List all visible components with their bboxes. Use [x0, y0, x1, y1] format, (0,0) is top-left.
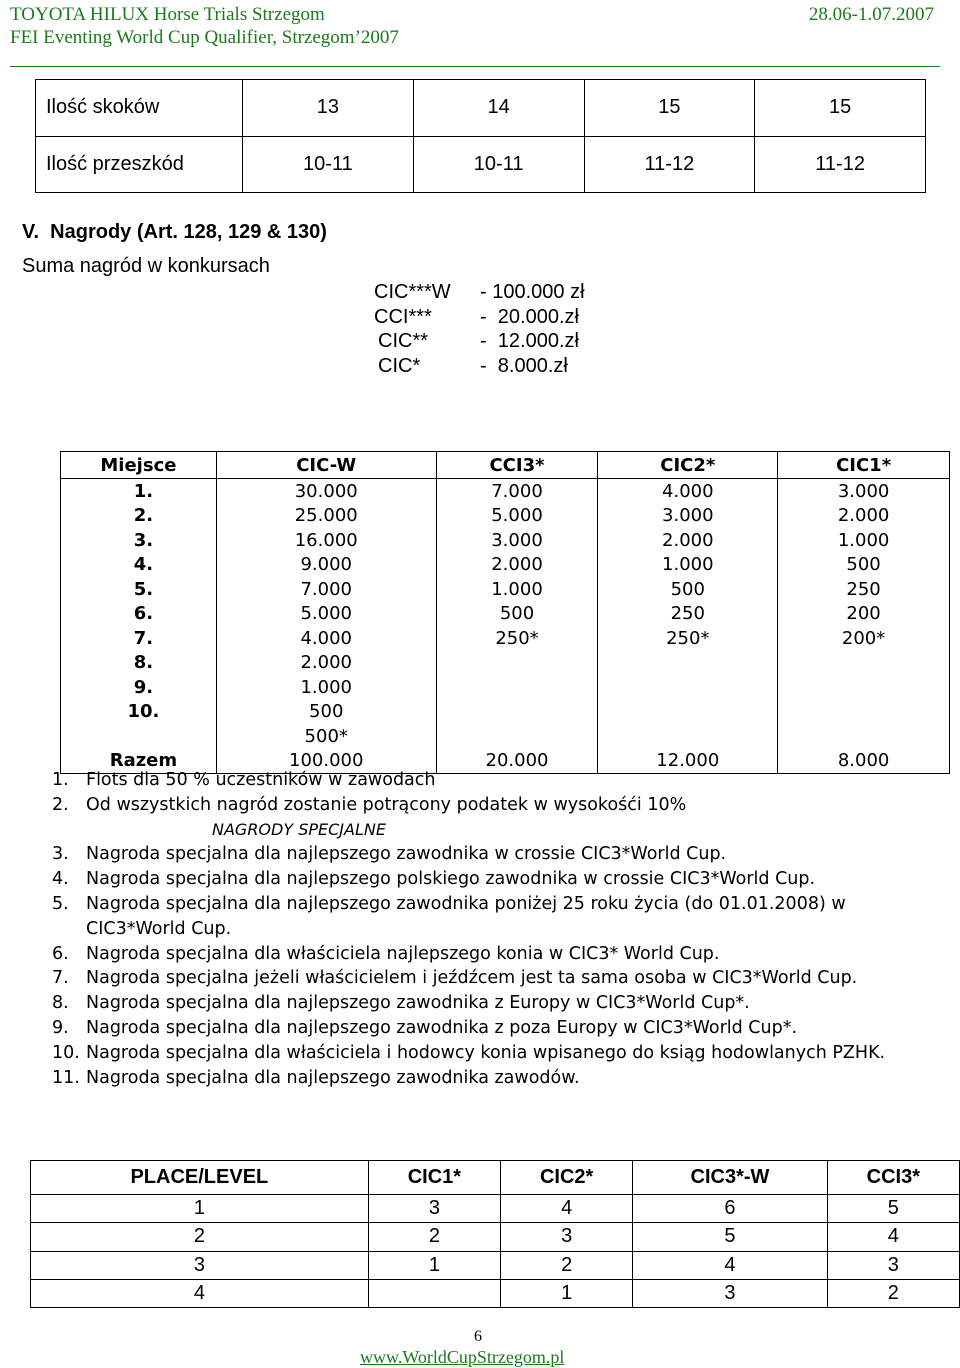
- table-cell: 6: [633, 1195, 827, 1223]
- header-title: TOYOTA HILUX Horse Trials Strzegom: [10, 4, 325, 25]
- table-cell: 500: [778, 553, 950, 578]
- prize-amount: - 20.000.zł: [480, 306, 579, 328]
- table-cell: 15: [755, 80, 926, 137]
- prize-class: CIC*: [378, 355, 421, 377]
- table-cell: 11-12: [584, 136, 755, 193]
- list-item: [52, 1041, 932, 1066]
- table-row: [31, 1223, 960, 1251]
- table-cell: 500: [598, 577, 778, 602]
- row-label: Ilość przeszkód: [36, 136, 243, 193]
- table-cell: 13: [243, 80, 414, 137]
- table-row: [61, 504, 950, 529]
- table-cell: 16.000: [216, 528, 436, 553]
- item-number: 3.: [52, 844, 69, 865]
- table-row: [61, 700, 950, 725]
- prize-table: [60, 451, 950, 774]
- table-cell: 4: [501, 1195, 633, 1223]
- item-number: 2.: [52, 794, 69, 815]
- table-cell: Razem: [61, 749, 217, 774]
- list-item: [52, 892, 932, 942]
- section-title: V. Nagrody (Art. 128, 129 & 130): [22, 221, 327, 243]
- item-text: Nagroda specjalna dla najlepszego zawodnika z Europy w CIC3*World Cup*.: [86, 993, 750, 1014]
- item-text: Nagroda specjalna dla właściciela najlepszego konia w CIC3* World Cup.: [86, 943, 720, 964]
- item-number: 7.: [52, 968, 69, 989]
- table-cell: 9.: [61, 675, 217, 700]
- table-row: [61, 577, 950, 602]
- header-subtitle: FEI Eventing World Cup Qualifier, Strzegom’2007: [10, 27, 399, 48]
- table-cell: 4.: [61, 553, 217, 578]
- table-cell: 8.000: [778, 749, 950, 774]
- table-cell: 250*: [436, 626, 598, 651]
- table-cell: 5.000: [216, 602, 436, 627]
- item-number: 6.: [52, 943, 69, 964]
- item-text: Nagroda specjalna dla najlepszego zawodnika zawodów.: [86, 1067, 580, 1088]
- table-cell: 11-12: [755, 136, 926, 193]
- list-item: [52, 842, 932, 867]
- column-header: PLACE/LEVEL: [31, 1161, 369, 1195]
- table-cell: 2.: [61, 504, 217, 529]
- item-text: Nagroda specjalna dla właściciela i hodowcy konia wpisanego do ksiąg hodowlanych PZHK.: [86, 1042, 886, 1063]
- table-cell: 1.: [61, 479, 217, 504]
- list-item: [52, 966, 932, 991]
- table-cell: 14: [413, 80, 584, 137]
- table-cell: 3: [368, 1195, 500, 1223]
- column-header: CCI3*: [436, 452, 598, 479]
- table-cell: 10.: [61, 700, 217, 725]
- item-number: 9.: [52, 1017, 69, 1038]
- table-cell: 1: [501, 1279, 633, 1307]
- item-text: Od wszystkich nagród zostanie potrącony podatek w wysokośći 10%: [86, 794, 687, 815]
- table-row: [31, 1251, 960, 1279]
- table-cell: [778, 700, 950, 725]
- table-cell: 10-11: [243, 136, 414, 193]
- item-text: Nagroda specjalna dla najlepszego polskiego zawodnika w crossie CIC3*World Cup.: [86, 869, 816, 890]
- table-row: [36, 136, 926, 193]
- item-text: Nagroda specjalna jeżeli właścicielem i jeźdźcem jest ta sama osoba w CIC3*World Cup.: [86, 968, 858, 989]
- table-cell: 1: [368, 1251, 500, 1279]
- jumps-table: [35, 79, 926, 193]
- table-cell: 2: [31, 1223, 369, 1251]
- table-row: [61, 626, 950, 651]
- table-cell: 1.000: [598, 553, 778, 578]
- table-row: [61, 479, 950, 504]
- column-header: CCI3*: [827, 1161, 959, 1195]
- prize-class: CIC***W: [374, 281, 451, 303]
- table-cell: 5.: [61, 577, 217, 602]
- table-row: [61, 724, 950, 749]
- table-cell: [598, 724, 778, 749]
- table-cell: [778, 675, 950, 700]
- table-cell: 250: [778, 577, 950, 602]
- prize-amount: - 8.000.zł: [480, 355, 568, 377]
- table-cell: [436, 724, 598, 749]
- table-row: [61, 528, 950, 553]
- list-item: [52, 991, 932, 1016]
- table-cell: 4: [633, 1251, 827, 1279]
- item-text: Nagroda specjalna dla najlepszego zawodnika poniżej 25 roku życia (do 01.01.2008) w CIC3*World Cup.: [86, 893, 846, 939]
- table-cell: 250*: [598, 626, 778, 651]
- item-text: Flots dla 50 % uczestników w zawodach: [86, 770, 436, 790]
- column-header: CIC1*: [368, 1161, 500, 1195]
- table-header-row: [31, 1161, 960, 1195]
- prize-class: CIC**: [378, 330, 429, 352]
- item-text: Nagroda specjalna dla najlepszego zawodnika z poza Europy w CIC3*World Cup*.: [86, 1017, 798, 1038]
- table-cell: 9.000: [216, 553, 436, 578]
- table-cell: [436, 651, 598, 676]
- table-cell: 500: [216, 700, 436, 725]
- table-cell: 25.000: [216, 504, 436, 529]
- table-cell: 2: [368, 1223, 500, 1251]
- table-row: [61, 602, 950, 627]
- row-label: Ilość skoków: [36, 80, 243, 137]
- table-cell: 2.000: [216, 651, 436, 676]
- table-cell: 2: [501, 1251, 633, 1279]
- table-cell: 6.: [61, 602, 217, 627]
- table-cell: 3: [827, 1251, 959, 1279]
- list-item: [52, 867, 932, 892]
- table-cell: [598, 675, 778, 700]
- table-cell: 1.000: [778, 528, 950, 553]
- table-cell: 10-11: [413, 136, 584, 193]
- column-header: CIC2*: [598, 452, 778, 479]
- table-cell: 100.000: [216, 749, 436, 774]
- table-cell: 3.: [61, 528, 217, 553]
- table-cell: 1.000: [436, 577, 598, 602]
- column-header: CIC-W: [216, 452, 436, 479]
- table-cell: 3.000: [436, 528, 598, 553]
- header-divider: [10, 66, 940, 67]
- table-cell: 200*: [778, 626, 950, 651]
- table-cell: 3: [501, 1223, 633, 1251]
- table-cell: [778, 651, 950, 676]
- table-cell: [436, 700, 598, 725]
- list-item: [52, 942, 932, 967]
- column-header: CIC2*: [501, 1161, 633, 1195]
- table-cell: [61, 724, 217, 749]
- table-cell: 500: [436, 602, 598, 627]
- item-number: 10.: [52, 1042, 80, 1063]
- table-cell: 3: [31, 1251, 369, 1279]
- table-cell: 7.000: [216, 577, 436, 602]
- table-cell: [778, 724, 950, 749]
- list-item: [52, 1066, 932, 1091]
- table-row: [61, 675, 950, 700]
- table-cell: 7.000: [436, 479, 598, 504]
- table-header-row: [61, 452, 950, 479]
- table-cell: [598, 651, 778, 676]
- notes-list: [52, 768, 932, 1090]
- table-cell: 200: [778, 602, 950, 627]
- table-cell: 4: [31, 1279, 369, 1307]
- table-cell: 2.000: [598, 528, 778, 553]
- item-number: 4.: [52, 869, 69, 890]
- table-cell: 1.000: [216, 675, 436, 700]
- item-number: 1.: [52, 770, 69, 790]
- table-cell: [436, 675, 598, 700]
- header-dates: 28.06-1.07.2007: [808, 4, 934, 25]
- table-cell: [368, 1279, 500, 1307]
- special-prizes-heading: NAGRODY SPECJALNE: [212, 819, 386, 839]
- table-cell: 5: [633, 1223, 827, 1251]
- item-number: 8.: [52, 993, 69, 1014]
- column-header: CIC3*-W: [633, 1161, 827, 1195]
- table-row: [31, 1279, 960, 1307]
- table-cell: 3.000: [598, 504, 778, 529]
- table-cell: 5: [827, 1195, 959, 1223]
- table-cell: 1: [31, 1195, 369, 1223]
- table-row: [61, 651, 950, 676]
- table-cell: [598, 700, 778, 725]
- table-row: [31, 1195, 960, 1223]
- table-row: [61, 553, 950, 578]
- table-cell: 4.000: [216, 626, 436, 651]
- list-item: [52, 1016, 932, 1041]
- item-text: Nagroda specjalna dla najlepszego zawodnika w crossie CIC3*World Cup.: [86, 844, 727, 865]
- table-cell: 30.000: [216, 479, 436, 504]
- list-item: [52, 768, 932, 793]
- prize-amount: - 12.000.zł: [480, 330, 579, 352]
- table-cell: 2.000: [778, 504, 950, 529]
- list-item: [52, 793, 932, 818]
- table-cell: 15: [584, 80, 755, 137]
- section-subtitle: Suma nagród w konkursach: [22, 255, 270, 277]
- table-row: [36, 80, 926, 137]
- prize-class: CCI***: [374, 306, 432, 328]
- item-number: 11.: [52, 1067, 80, 1088]
- table-cell: 7.: [61, 626, 217, 651]
- item-number: 5.: [52, 893, 69, 914]
- table-cell: 5.000: [436, 504, 598, 529]
- column-header: Miejsce: [61, 452, 217, 479]
- table-cell: 20.000: [436, 749, 598, 774]
- page-number: 6: [474, 1328, 482, 1345]
- table-cell: 12.000: [598, 749, 778, 774]
- column-header: CIC1*: [778, 452, 950, 479]
- table-cell: 2.000: [436, 553, 598, 578]
- footer-link[interactable]: www.WorldCupStrzegom.pl: [360, 1347, 565, 1367]
- table-cell: 250: [598, 602, 778, 627]
- table-cell: 2: [827, 1279, 959, 1307]
- table-cell: 3.000: [778, 479, 950, 504]
- place-level-table: [30, 1160, 960, 1308]
- table-cell: 8.: [61, 651, 217, 676]
- table-cell: 4.000: [598, 479, 778, 504]
- table-cell: 4: [827, 1223, 959, 1251]
- table-cell: 500*: [216, 724, 436, 749]
- table-cell: 3: [633, 1279, 827, 1307]
- prize-amount: - 100.000 zł: [480, 281, 585, 303]
